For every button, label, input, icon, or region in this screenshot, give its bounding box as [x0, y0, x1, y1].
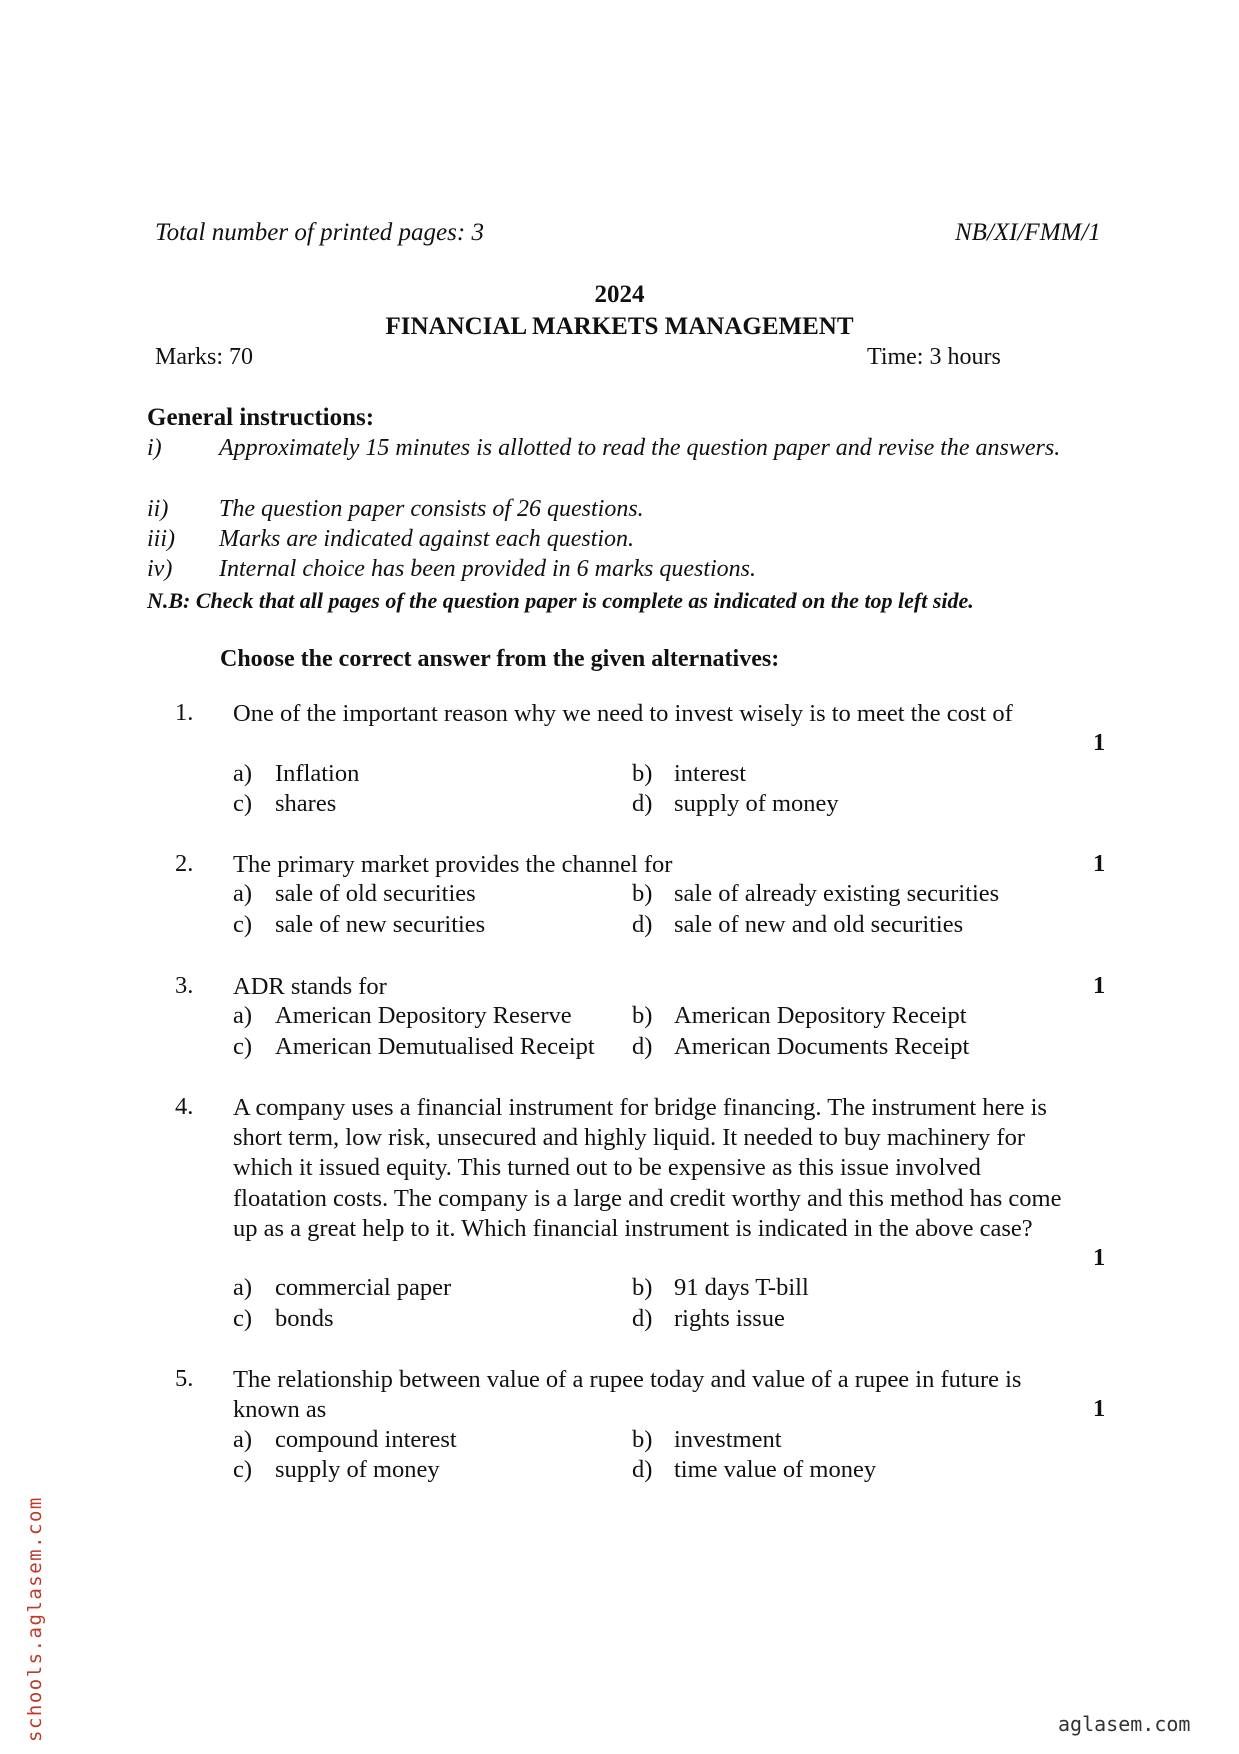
printed-pages-note: Total number of printed pages: 3: [155, 219, 484, 246]
question-text: A company uses a financial instrument for bridge financing. The instrument here is short term, low risk, unsecured and highly liquid. It needed to buy machinery for which it issued equity. This turned out to be expensive as this issue involved floatation costs. The company is a large and credit worthy and this method has come up as a great help to it. Which financial instrument is indicated in the above case?: [233, 1094, 1062, 1242]
question-marks: 1: [1093, 729, 1106, 756]
question-text: The primary market provides the channel for: [233, 851, 673, 878]
instruction-number: iv): [147, 556, 173, 582]
option-a: a) Inflation: [233, 760, 360, 787]
question-text: One of the important reason why we need to invest wisely is to meet the cost of: [233, 700, 1013, 727]
question-marks: 1: [1093, 850, 1106, 877]
option-b: b) 91 days T-bill: [632, 1274, 809, 1301]
time-allowed: Time: 3 hours: [867, 344, 1001, 370]
exam-year: 2024: [594, 281, 645, 308]
nb-note: N.B: Check that all pages of the question paper is complete as indicated on the top left side.: [147, 588, 974, 613]
option-a: a) commercial paper: [233, 1274, 452, 1301]
option-d: d) American Documents Receipt: [632, 1033, 970, 1060]
option-b: b) investment: [632, 1426, 782, 1453]
option-d: d) sale of new and old securities: [632, 911, 964, 938]
option-c: c) sale of new securities: [233, 911, 486, 938]
option-a: a) American Depository Reserve: [233, 1002, 572, 1029]
question-text: ADR stands for: [233, 973, 387, 1000]
option-a: a) compound interest: [233, 1426, 457, 1453]
option-c: c) bonds: [233, 1305, 334, 1332]
option-b: b) sale of already existing securities: [632, 880, 1000, 907]
option-b: b) American Depository Receipt: [632, 1002, 967, 1029]
option-c: c) American Demutualised Receipt: [233, 1033, 595, 1060]
option-d: d) rights issue: [632, 1305, 785, 1332]
watermark-vertical: schools.aglasem.com: [24, 1496, 46, 1742]
total-marks: Marks: 70: [155, 344, 253, 370]
instruction-number: ii): [147, 496, 169, 522]
instructions-title: General instructions:: [147, 404, 375, 431]
instruction-text: Internal choice has been provided in 6 marks questions.: [219, 556, 757, 582]
instruction-number: iii): [147, 526, 175, 552]
watermark-footer: aglasem.com: [1058, 1712, 1191, 1736]
question-number: 3.: [175, 972, 194, 999]
instruction-number: i): [147, 435, 162, 461]
instruction-text: The question paper consists of 26 questions.: [219, 496, 644, 522]
question-text: The relationship between value of a rupee today and value of a rupee in future is known as: [233, 1366, 1022, 1424]
instruction-text: Approximately 15 minutes is allotted to read the question paper and revise the answers.: [219, 435, 1061, 461]
question-number: 5.: [175, 1365, 194, 1392]
option-c: c) shares: [233, 790, 337, 817]
option-c: c) supply of money: [233, 1456, 440, 1483]
question-marks: 1: [1093, 1395, 1106, 1422]
section-heading: Choose the correct answer from the given alternatives:: [220, 646, 780, 672]
option-a: a) sale of old securities: [233, 880, 476, 907]
paper-title: FINANCIAL MARKETS MANAGEMENT: [385, 313, 854, 340]
option-d: d) supply of money: [632, 790, 839, 817]
question-marks: 1: [1093, 1244, 1106, 1271]
option-b: b) interest: [632, 760, 747, 787]
question-number: 2.: [175, 850, 194, 877]
question-number: 1.: [175, 699, 194, 726]
question-number: 4.: [175, 1093, 194, 1120]
question-marks: 1: [1093, 972, 1106, 999]
instruction-text: Marks are indicated against each question.: [219, 526, 635, 552]
option-d: d) time value of money: [632, 1456, 877, 1483]
paper-code: NB/XI/FMM/1: [955, 219, 1101, 246]
